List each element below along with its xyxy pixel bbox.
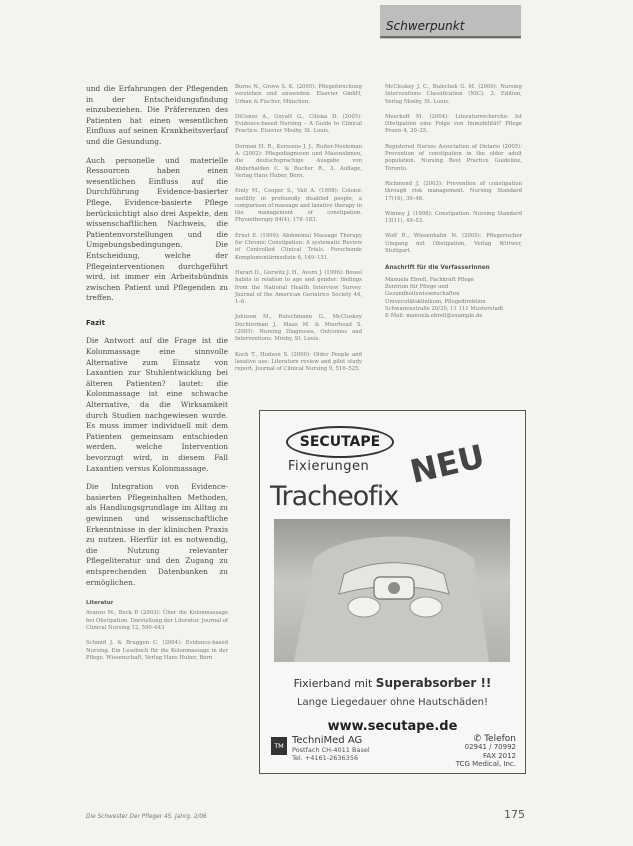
authors-address-title: Anschrift für die Verfasserinnen [385,265,490,272]
section-rule [380,36,521,38]
secondary-claim: Lange Liegedauer ohne Hautschäden! [296,697,489,708]
company-phone: Tel. +4161-2636356 [292,754,359,762]
literature-block [86,600,228,662]
reference-item: Ernst E. (1999): Abdominal Massage Therapy for Chronic Constipation: A systematic Review of Controlled Clinical Trials. Forschende Komplementärmedizin 6, 149–151. [235,232,362,261]
company-logo-badge: TM [271,737,287,755]
contact-info [448,735,516,769]
reference-item: Harari D., Gurwitz J. H., Avorn J. (1996): Bowel habits in relation to age and gender: findings from the National Health Interview Survey. Journal of the American Geriatrics Society 44, 1–6. [235,269,362,306]
company-name: TechniMed AG [292,735,363,746]
brand-name: Tracheofix [270,481,399,512]
reference-item: McCloskey J. C., Bulechek G. M. (2000): Nursing Interventions Classification (NIC). 3. Edition, Verlag Mosby, St. Louis. [385,84,522,105]
fax-number: FAX 2012 [482,751,516,760]
literature-item: Avanzo M., Beck P. (2003): Über die Kolonmassage bei Obstipation. Darstellung der Literatur. Journal of Clinical Nursing 12, 590–643 [86,610,228,632]
reference-item: Koch T., Hudson S. (2000): Older People and laxative use: Literature review and pilot study report. Journal of Clinical Nursing 9, 516–525. [235,351,362,373]
authors-address-line: Universitätsklinikum, Pflegedirektion [385,298,486,305]
claim-bold: Superabsorber !! [375,676,492,690]
journal-footer: Die Schwester Der Pfleger 45. Jahrg. 2/06 [86,814,207,820]
reference-item: Emly M., Cooper S., Vail A. (1998): Colonic motility in profoundly disabled people, a comparison of massage and laxative therapy in the management of constipation. Physiotherapy 84(4), 178–183. [235,188,362,224]
authors-address-line: Schwanenstraße 20/20, 11 111 Musterstadt [385,305,504,312]
new-badge: NEU [406,437,488,491]
section-header [380,5,521,39]
reference-item: Registered Nurses Association of Ontario (2005): Prevention of constipation in the older adult population. Nursing Best Practice Guideline, Toronto. [385,143,522,172]
section-heading-fazit: Fazit [86,318,105,327]
reference-item: Johnson M., Rutschmann G., McCloskey Dochterman J., Maas M. & Moorhead S. (2005): Nursing Diagnoses, Outcomes and Interventions. Mosby, St. Louis. [235,314,362,343]
reference-item: Winney J. (1998): Constipation. Nursing Standard 13(11), 49–53. [385,210,522,225]
phone-icon: ✆ [473,734,485,744]
authors-address-line: E-Mail: manuela.ebrell@example.de [385,313,483,320]
company-info [292,735,370,762]
paragraph: und die Erfahrungen der Pflegenden in der Entscheidungsfindung einzubeziehen. Die Präferenzen des Patienten hat einen wesentlichen Einfluss auf seinen Krankheitsverlauf und die Gesundung. [86,84,228,146]
reference-column-3 [385,84,522,320]
reference-column-2 [235,84,362,382]
phone-extra: TCG Medical, Inc. [455,760,516,769]
paragraph: Die Integration von Evidence-basierten Pflegeinhalten Methoden, als Handlungsgrundlage im Alltag zu gewinnen und wissenschaftliche Erkenntnisse in der klinischen Praxis zu nutzen. Hierfür ist es notwendig, die Nutzung relevanter Pflegeliteratur und den Zugang zu entsprechenden Datenbanken zu ermöglichen. [86,482,228,587]
literature-item: Schmid J. & Bruggen C. (2004): Evidence-based Nursing. Ein Lesebuch für die Kolonmassage in der Pflege. Wissenschaft, Verlag Hans Huber, Bern [86,640,228,661]
claim-prefix: Fixierband mit [293,677,373,690]
reference-item: Meerhoff M. (2004): Literaturrecherche: Ist Obstipation eine Folge von Immobilität? Pflege Praxis 4, 20–25. [385,113,522,135]
website-link[interactable]: www.secutape.de [327,719,458,734]
reference-item: Dorman H. R., Kerssens J. J., Ruiter-Neeleman A. (2002): Pflegediagnosen und Massnahmen, die deutschsprachige Ausgabe von Abderhalden C. & Bucher R., 3. Auflage, Verlag Hans Huber, Bern. [235,143,362,179]
reference-item: Burns N., Grove S. K. (2005): Pflegeforschung verstehen und anwenden. Elsevier GmbH, Urban & Fischer, München. [235,84,362,105]
reference-item: DiCenso A., Guyatt G., Ciliska D. (2005): Evidence-based Nursing – A Guide to Clinical Practice. Elsevier Mosby, St. Louis. [235,113,362,135]
product-photo [274,519,510,662]
advertisement [259,410,526,774]
main-claim [260,676,525,690]
authors-address-line: Manuela Ebrell, Fachkraft Pflege [385,276,475,283]
literature-title: Literatur [86,600,114,607]
patient-neck-illustration [274,519,510,662]
reference-item: Wolf R., Wiesenhahn N. (2005): Pflegerischer Umgang mit Obstipation, Verlag Wittwer, Stuttgart. [385,233,522,255]
page-number: 175 [504,808,525,821]
company-address: Postfach CH-4011 Basel [292,746,370,754]
phone-title: ✆ Telefon [473,734,516,744]
paragraph: Auch personelle und materielle Ressourcen haben einen wesentlichen Einfluss auf die Durchführung Evidence-basierter Pflege. Evidence-basierte Pflege berücksichtigt also drei Aspekte, den wissenschaftlichen Nachweis, die Patientenvorstellungen und die Umgebungsbedingungen. Die Entscheidung, welche der Pflegeinterventionen durchgeführt wird, ist immer ein Arbeitsbündnis zwischen Patient und Pflegenden zu treffen. [86,155,228,303]
main-text-column [86,84,228,670]
section-title: Schwerpunkt [386,19,465,33]
authors-address-line: Zentrum für Pflege und Gesundheitswissenschaften [385,283,460,298]
phone-number: 02941 / 70992 [464,743,516,752]
product-line: Fixierungen [288,459,370,474]
secutape-logo: SECUTAPE [286,426,394,458]
reference-item: Richmond J. (2003): Prevention of constipation through risk management. Nursing Standard 17(16), 39–46. [385,180,522,202]
paragraph: Die Antwort auf die Frage ist die Kolonmassage eine sinnvolle Alternative zum Einsatz von Laxantien zur Stuhlentwicklung bei älteren Patienten? lautet: die Kolonmassage ist eine schwache Alternative, da die Wirksamkeit durch Studien nachgewiesen wurde. Es muss immer individuell mit dem Patienten gemeinsam entschieden werden, welche Intervention bevorzugt wird, in diesem Fall Laxantien versus Kolonmassage. [86,336,228,473]
